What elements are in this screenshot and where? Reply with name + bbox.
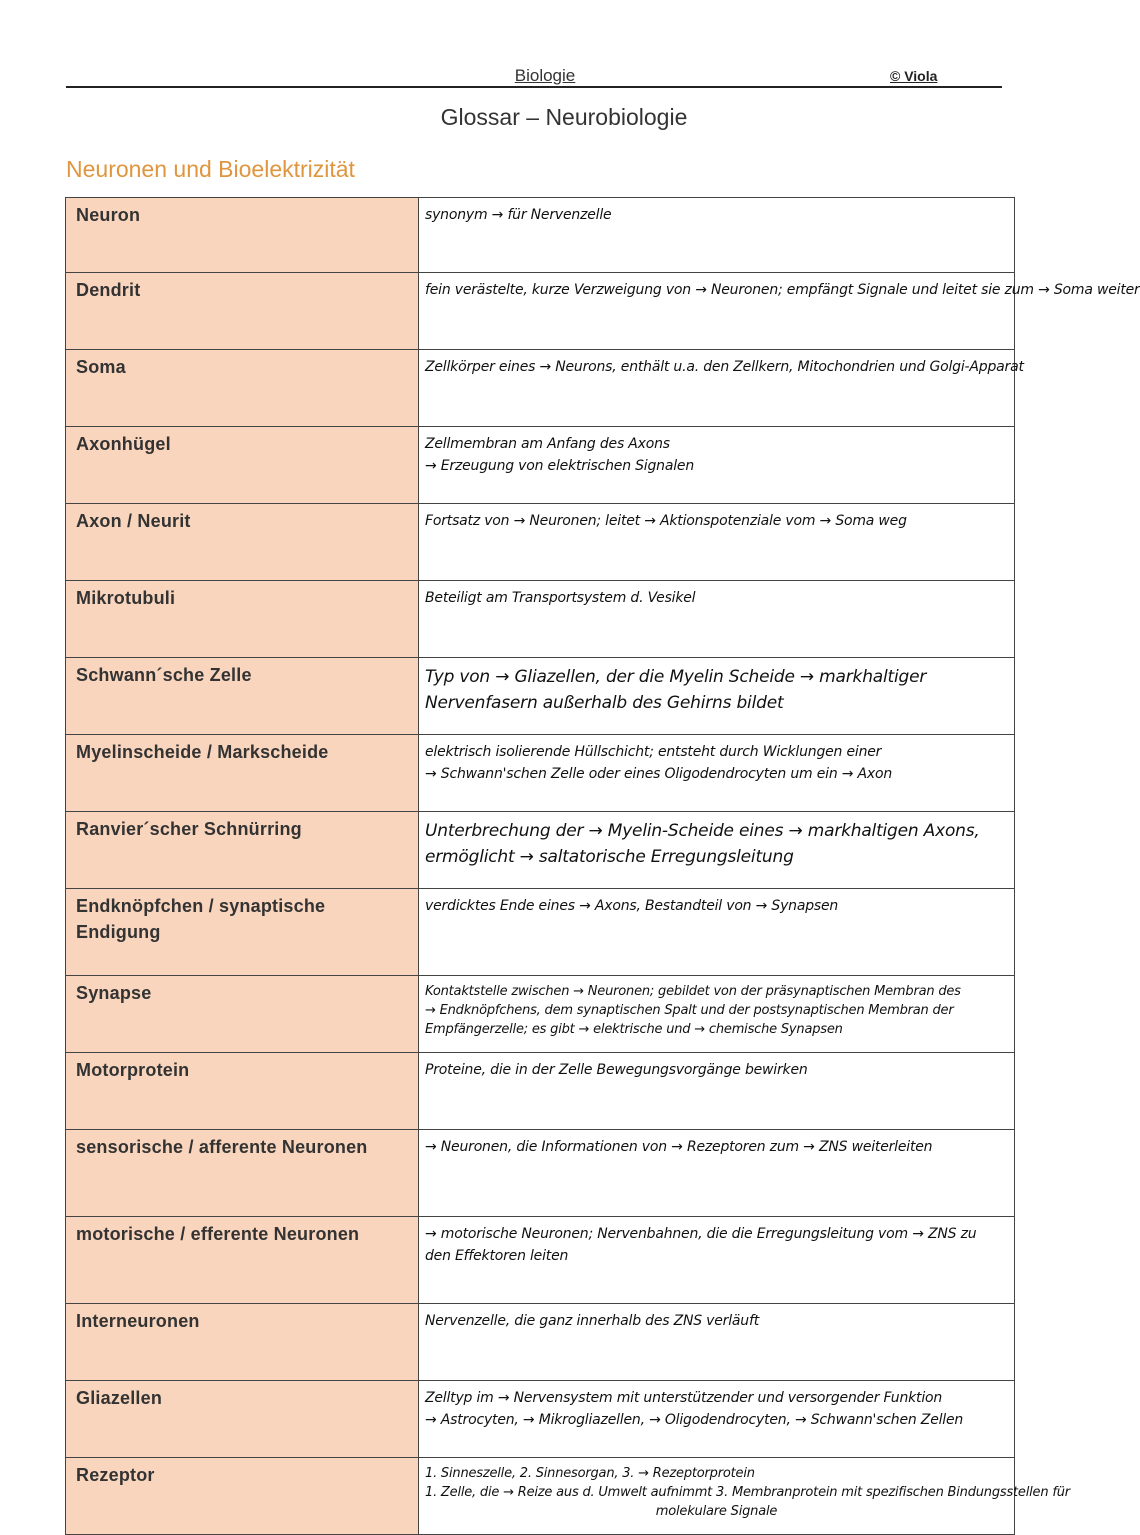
glossary-term: Synapse bbox=[66, 976, 419, 1053]
glossary-term: Soma bbox=[66, 350, 419, 427]
header-rule bbox=[66, 86, 1002, 88]
definition-line: synonym → für Nervenzelle bbox=[425, 207, 612, 223]
glossary-definition bbox=[419, 1304, 1015, 1381]
definition-line: → Endknöpfchens, dem synaptischen Spalt und der postsynaptischen Membran der bbox=[425, 1003, 954, 1018]
glossary-term: Myelinscheide / Markscheide bbox=[66, 735, 419, 812]
glossary-definition bbox=[419, 1217, 1015, 1304]
glossary-definition bbox=[419, 889, 1015, 976]
glossary-row bbox=[66, 1130, 1015, 1217]
definition-line: fein verästelte, kurze Verzweigung von → Neuronen; empfängt Signale und leitet sie zum → Soma weiter bbox=[425, 282, 1140, 298]
definition-line: Zellmembran am Anfang des Axons bbox=[425, 436, 670, 452]
glossary-row bbox=[66, 273, 1015, 350]
glossary-term: Mikrotubuli bbox=[66, 581, 419, 658]
definition-line: Empfängerzelle; es gibt → elektrische und → chemische Synapsen bbox=[425, 1022, 843, 1037]
definition-line: → motorische Neuronen; Nervenbahnen, die die Erregungsleitung vom → ZNS zu bbox=[425, 1226, 977, 1242]
glossary-term: Axonhügel bbox=[66, 427, 419, 504]
definition-line: → Schwann'schen Zelle oder eines Oligodendrocyten um ein → Axon bbox=[425, 766, 893, 782]
definition-line: den Effektoren leiten bbox=[425, 1248, 569, 1264]
glossary-definition bbox=[419, 427, 1015, 504]
glossary-term: Axon / Neurit bbox=[66, 504, 419, 581]
glossary-table bbox=[65, 197, 1140, 1535]
glossary-body bbox=[66, 198, 1140, 1535]
definition-line: molekulare Signale bbox=[655, 1504, 778, 1519]
definition-line: → Astrocyten, → Mikrogliazellen, → Oligodendrocyten, → Schwann'schen Zellen bbox=[425, 1412, 964, 1428]
glossary-term: Interneuronen bbox=[66, 1304, 419, 1381]
glossary-term: Gliazellen bbox=[66, 1381, 419, 1458]
glossary-term: Endknöpfchen / synaptische Endigung bbox=[66, 889, 419, 976]
definition-line: Nervenfasern außerhalb des Gehirns bildet bbox=[425, 693, 784, 713]
glossary-definition bbox=[419, 1053, 1015, 1130]
glossary-row bbox=[66, 198, 1015, 273]
glossary-row bbox=[66, 427, 1015, 504]
glossary-row bbox=[66, 350, 1015, 427]
definition-line: 1. Zelle, die → Reize aus d. Umwelt aufnimmt 3. Membranprotein mit spezifischen Bindungsstellen für bbox=[425, 1485, 1070, 1500]
glossary-definition bbox=[419, 1381, 1015, 1458]
glossary-term: Dendrit bbox=[66, 273, 419, 350]
glossary-row bbox=[66, 504, 1015, 581]
glossary-term: sensorische / afferente Neuronen bbox=[66, 1130, 419, 1217]
glossary-definition bbox=[419, 198, 1015, 273]
glossary-term: motorische / efferente Neuronen bbox=[66, 1217, 419, 1304]
glossary-row bbox=[66, 1381, 1015, 1458]
definition-line: Typ von → Gliazellen, der die Myelin Scheide → markhaltiger bbox=[425, 667, 927, 687]
glossary-row bbox=[66, 1217, 1015, 1304]
definition-line: 1. Sinneszelle, 2. Sinnesorgan, 3. → Rezeptorprotein bbox=[425, 1466, 755, 1481]
header-author: © Viola bbox=[890, 68, 938, 84]
glossary-definition bbox=[419, 1130, 1015, 1217]
section-title: Neuronen und Bioelektrizität bbox=[66, 156, 355, 182]
glossary-definition bbox=[419, 273, 1140, 350]
glossary-definition bbox=[419, 812, 1015, 889]
definition-line: Fortsatz von → Neuronen; leitet → Aktionspotenziale vom → Soma weg bbox=[425, 513, 907, 529]
definition-line: Proteine, die in der Zelle Bewegungsvorgänge bewirken bbox=[425, 1062, 808, 1078]
header-subject: Biologie bbox=[514, 66, 576, 85]
glossary-row bbox=[66, 1458, 1015, 1535]
glossary-term: Neuron bbox=[66, 198, 419, 273]
glossary-row bbox=[66, 658, 1015, 735]
glossary-definition bbox=[419, 581, 1015, 658]
definition-line: Zellkörper eines → Neurons, enthält u.a. den Zellkern, Mitochondrien und Golgi-Apparat bbox=[425, 359, 1024, 375]
glossary-row bbox=[66, 735, 1015, 812]
definition-line: Unterbrechung der → Myelin-Scheide eines → markhaltigen Axons, bbox=[425, 821, 980, 841]
definition-line: → Neuronen, die Informationen von → Rezeptoren zum → ZNS weiterleiten bbox=[425, 1139, 933, 1155]
definition-line: Zelltyp im → Nervensystem mit unterstützender und versorgender Funktion bbox=[425, 1390, 943, 1406]
glossary-definition bbox=[419, 976, 1015, 1053]
glossary-definition bbox=[419, 658, 1015, 735]
glossary-term: Schwann´sche Zelle bbox=[66, 658, 419, 735]
glossary-row bbox=[66, 581, 1015, 658]
glossary-row bbox=[66, 1304, 1015, 1381]
definition-line: Nervenzelle, die ganz innerhalb des ZNS verläuft bbox=[425, 1313, 759, 1329]
glossary-definition bbox=[419, 735, 1015, 812]
definition-line: ermöglicht → saltatorische Erregungsleitung bbox=[425, 847, 794, 867]
definition-line: Beteiligt am Transportsystem d. Vesikel bbox=[425, 590, 696, 606]
document-title: Glossar – Neurobiologie bbox=[440, 104, 688, 130]
glossary-row bbox=[66, 812, 1015, 889]
definition-line: → Erzeugung von elektrischen Signalen bbox=[425, 458, 695, 474]
glossary-row bbox=[66, 889, 1015, 976]
glossary-row bbox=[66, 1053, 1015, 1130]
definition-line: elektrisch isolierende Hüllschicht; entsteht durch Wicklungen einer bbox=[425, 744, 882, 760]
glossary-definition bbox=[419, 1458, 1070, 1535]
glossary-term: Ranvier´scher Schnürring bbox=[66, 812, 419, 889]
glossary-term: Rezeptor bbox=[66, 1458, 419, 1535]
glossary-definition bbox=[419, 350, 1024, 427]
glossary-term: Motorprotein bbox=[66, 1053, 419, 1130]
definition-line: verdicktes Ende eines → Axons, Bestandteil von → Synapsen bbox=[425, 898, 839, 914]
definition-line: Kontaktstelle zwischen → Neuronen; gebildet von der präsynaptischen Membran des bbox=[425, 984, 961, 999]
glossary-row bbox=[66, 976, 1015, 1053]
glossary-definition bbox=[419, 504, 1015, 581]
